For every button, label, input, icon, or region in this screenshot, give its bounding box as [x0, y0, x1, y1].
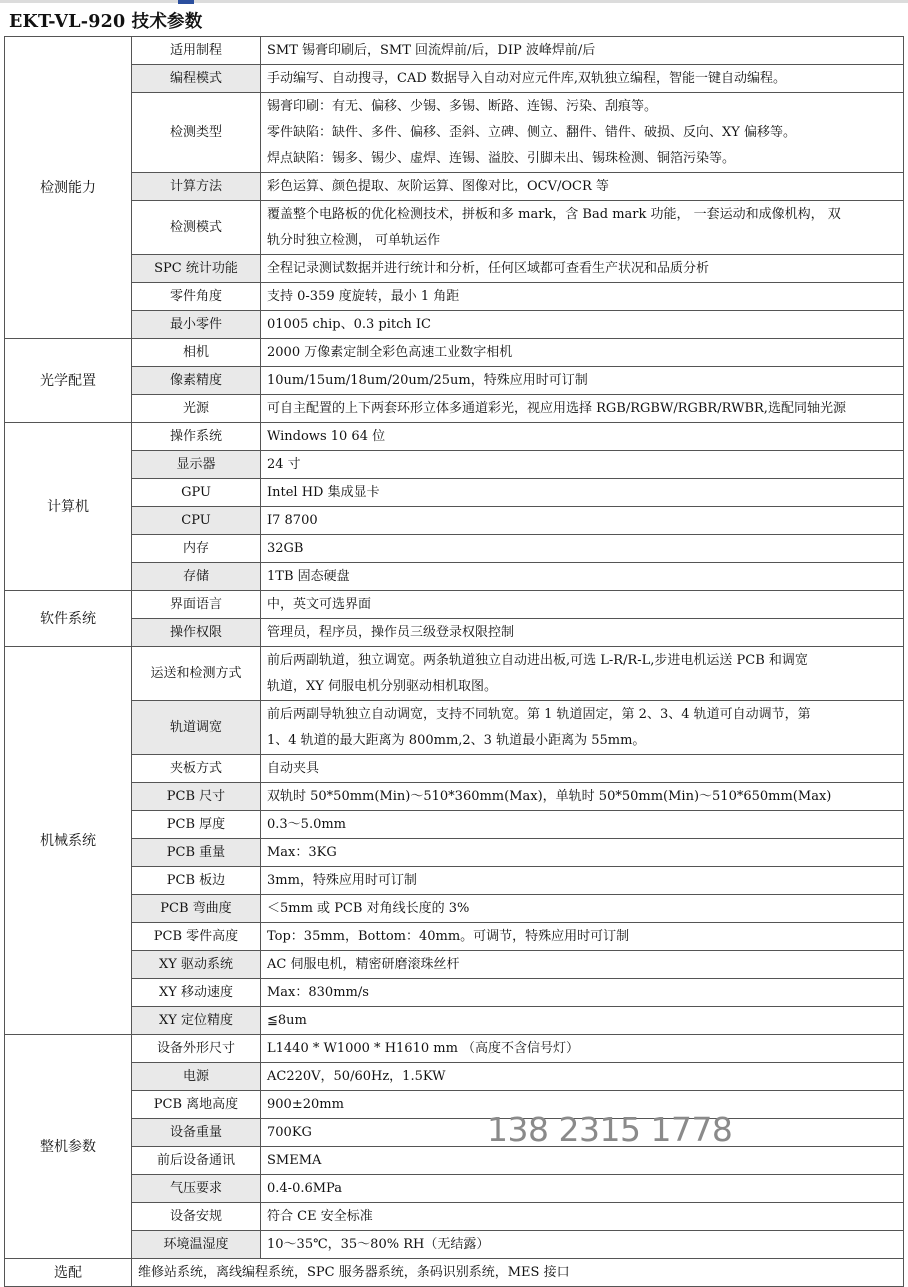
param-label: CPU — [132, 507, 261, 535]
param-label: PCB 零件高度 — [132, 923, 261, 951]
spec-row — [5, 1175, 904, 1203]
group-label: 整机参数 — [5, 1035, 132, 1259]
top-rule — [0, 0, 908, 3]
group-label: 检测能力 — [5, 37, 132, 339]
param-value — [261, 951, 904, 979]
param-label: PCB 弯曲度 — [132, 895, 261, 923]
param-label: 操作系统 — [132, 423, 261, 451]
param-value-line: 32GB — [267, 540, 304, 556]
param-label: 显示器 — [132, 451, 261, 479]
param-value — [261, 1147, 904, 1175]
param-label: 内存 — [132, 535, 261, 563]
param-value-line: 10um/15um/18um/20um/25um，特殊应用时可订制 — [267, 372, 588, 388]
param-label: PCB 板边 — [132, 867, 261, 895]
param-value-line: 自动夹具 — [267, 760, 320, 776]
param-value — [261, 507, 904, 535]
param-value — [261, 811, 904, 839]
spec-row — [5, 755, 904, 783]
spec-row — [5, 979, 904, 1007]
param-label: 环境温湿度 — [132, 1231, 261, 1259]
param-value — [261, 201, 904, 255]
param-value-line: 零件缺陷：缺件、多件、偏移、歪斜、立碑、侧立、翻件、错件、破损、反向、XY 偏移等。 — [267, 124, 796, 140]
spec-row — [5, 1035, 904, 1063]
param-value — [261, 1007, 904, 1035]
param-value-line: 1TB 固态硬盘 — [267, 568, 350, 584]
param-label: XY 驱动系统 — [132, 951, 261, 979]
spec-row — [5, 619, 904, 647]
spec-row — [5, 283, 904, 311]
spec-row — [5, 451, 904, 479]
param-value — [261, 93, 904, 173]
param-value-line: Max：830mm/s — [267, 984, 369, 1000]
param-value-line: 双轨时 50*50mm(Min)～510*360mm(Max)，单轨时 50*50mm(Min)～510*650mm(Max) — [267, 788, 832, 804]
param-value — [261, 423, 904, 451]
param-label: 计算方法 — [132, 173, 261, 201]
param-label: 轨道调宽 — [132, 701, 261, 755]
param-value-line: 中，英文可选界面 — [267, 596, 372, 612]
param-value — [261, 839, 904, 867]
param-label: 电源 — [132, 1063, 261, 1091]
param-label: GPU — [132, 479, 261, 507]
param-value-line: 900±20mm — [267, 1096, 344, 1112]
param-label: 检测模式 — [132, 201, 261, 255]
top-band — [0, 0, 908, 6]
spec-row — [5, 173, 904, 201]
spec-row — [5, 93, 904, 173]
param-value — [261, 979, 904, 1007]
spec-row — [5, 839, 904, 867]
param-value-line: 可自主配置的上下两套环形立体多通道彩光，视应用选择 RGB/RGBW/RGBR/RWBR,选配同轴光源 — [267, 400, 846, 416]
param-label: PCB 离地高度 — [132, 1091, 261, 1119]
group-label: 软件系统 — [5, 591, 132, 647]
param-value-line: 全程记录测试数据并进行统计和分析，任何区域都可查看生产状况和品质分析 — [267, 260, 710, 276]
param-value-line: L1440 * W1000 * H1610 mm （高度不含信号灯） — [267, 1040, 580, 1056]
spec-table-body — [5, 37, 904, 1287]
param-value — [261, 479, 904, 507]
spec-row — [5, 923, 904, 951]
param-value — [261, 619, 904, 647]
param-value-line: ≦8um — [267, 1012, 307, 1028]
param-value-line: 24 寸 — [267, 456, 301, 472]
param-label: 设备安规 — [132, 1203, 261, 1231]
param-label: 界面语言 — [132, 591, 261, 619]
param-value — [261, 367, 904, 395]
spec-row — [5, 1007, 904, 1035]
spec-row — [5, 783, 904, 811]
spec-row — [5, 201, 904, 255]
param-label: 前后设备通讯 — [132, 1147, 261, 1175]
param-value-line: 锡膏印刷：有无、偏移、少锡、多锡、断路、连锡、污染、刮痕等。 — [267, 98, 658, 114]
param-label: 最小零件 — [132, 311, 261, 339]
spec-row — [5, 1063, 904, 1091]
spec-row — [5, 591, 904, 619]
param-value-line: 0.4-0.6MPa — [267, 1180, 342, 1196]
spec-row — [5, 311, 904, 339]
optional-row — [5, 1259, 904, 1287]
param-value-line: 01005 chip、0.3 pitch IC — [267, 316, 431, 332]
param-value — [261, 563, 904, 591]
spec-row — [5, 647, 904, 701]
phone-watermark: 138 2315 1778 — [487, 1110, 733, 1149]
param-value-line: 0.3～5.0mm — [267, 816, 347, 832]
param-value-line: 管理员，程序员，操作员三级登录权限控制 — [267, 624, 515, 640]
spec-row — [5, 1203, 904, 1231]
param-value-line: Top：35mm，Bottom：40mm。可调节，特殊应用时可订制 — [267, 928, 630, 944]
top-accent-mark — [178, 0, 194, 4]
spec-row — [5, 395, 904, 423]
param-value — [261, 1231, 904, 1259]
param-label: PCB 厚度 — [132, 811, 261, 839]
param-label: 运送和检测方式 — [132, 647, 261, 701]
param-value-line: 符合 CE 安全标准 — [267, 1208, 373, 1224]
param-value — [261, 591, 904, 619]
param-value — [261, 1175, 904, 1203]
param-value-line: 手动编写、自动搜寻，CAD 数据导入自动对应元件库,双轨独立编程，智能一键自动编程。 — [267, 70, 787, 86]
param-value-line: Max：3KG — [267, 844, 337, 860]
optional-value: 维修站系统，离线编程系统，SPC 服务器系统，条码识别系统，MES 接口 — [132, 1259, 904, 1287]
param-value — [261, 395, 904, 423]
param-label: 检测类型 — [132, 93, 261, 173]
spec-row — [5, 65, 904, 93]
param-value-line: SMEMA — [267, 1152, 322, 1168]
param-value-line: AC 伺服电机，精密研磨滚珠丝杆 — [267, 956, 460, 972]
param-value — [261, 1203, 904, 1231]
param-label: XY 移动速度 — [132, 979, 261, 1007]
param-value — [261, 255, 904, 283]
param-label: PCB 重量 — [132, 839, 261, 867]
param-value-line: 彩色运算、颜色提取、灰阶运算、图像对比，OCV/OCR 等 — [267, 178, 609, 194]
param-value — [261, 1063, 904, 1091]
param-value-line: AC220V，50/60Hz，1.5KW — [267, 1068, 446, 1084]
param-label: 零件角度 — [132, 283, 261, 311]
param-label: PCB 尺寸 — [132, 783, 261, 811]
param-label: 设备外形尺寸 — [132, 1035, 261, 1063]
spec-row — [5, 1147, 904, 1175]
spec-row — [5, 1091, 904, 1119]
param-value — [261, 37, 904, 65]
param-value — [261, 311, 904, 339]
param-value — [261, 339, 904, 367]
group-label: 机械系统 — [5, 647, 132, 1035]
param-value — [261, 783, 904, 811]
param-value — [261, 867, 904, 895]
spec-row — [5, 479, 904, 507]
param-label: XY 定位精度 — [132, 1007, 261, 1035]
param-value-line: 3mm，特殊应用时可订制 — [267, 872, 417, 888]
param-value-line: 前后两副轨道，独立调宽。两条轨道独立自动进出板,可选 L-R/R-L,步进电机运送 PCB 和调宽 — [267, 652, 808, 668]
param-label: 适用制程 — [132, 37, 261, 65]
param-label: 操作权限 — [132, 619, 261, 647]
param-value — [261, 65, 904, 93]
param-value — [261, 451, 904, 479]
param-value — [261, 535, 904, 563]
spec-row — [5, 895, 904, 923]
param-label: 夹板方式 — [132, 755, 261, 783]
optional-label: 选配 — [5, 1259, 132, 1287]
spec-row — [5, 255, 904, 283]
param-value-line: Windows 10 64 位 — [267, 428, 386, 444]
spec-row — [5, 867, 904, 895]
param-value-line: 轨道，XY 伺服电机分别驱动相机取图。 — [267, 678, 497, 694]
param-value — [261, 173, 904, 201]
param-value — [261, 701, 904, 755]
param-value — [261, 923, 904, 951]
spec-row — [5, 535, 904, 563]
spec-row — [5, 1119, 904, 1147]
param-value-line: SMT 锡膏印刷后，SMT 回流焊前/后，DIP 波峰焊前/后 — [267, 42, 596, 58]
param-label: 编程模式 — [132, 65, 261, 93]
spec-row — [5, 367, 904, 395]
param-value — [261, 647, 904, 701]
spec-row — [5, 563, 904, 591]
param-value-line: 前后两副导轨独立自动调宽，支持不同轨宽。第 1 轨道固定，第 2、3、4 轨道可自动调节，第 — [267, 706, 811, 722]
param-value-line: I7 8700 — [267, 512, 318, 528]
spec-row — [5, 507, 904, 535]
param-value-line: 700KG — [267, 1124, 312, 1140]
param-label: SPC 统计功能 — [132, 255, 261, 283]
spec-row — [5, 37, 904, 65]
spec-table — [4, 36, 904, 1287]
param-value — [261, 1035, 904, 1063]
param-value — [261, 283, 904, 311]
spec-row — [5, 811, 904, 839]
param-label: 气压要求 — [132, 1175, 261, 1203]
param-label: 存储 — [132, 563, 261, 591]
param-value-line: 覆盖整个电路板的优化检测技术，拼板和多 mark，含 Bad mark 功能， 一套运动和成像机构， 双 — [267, 206, 841, 222]
param-value-line: 10～35℃，35～80% RH（无结露） — [267, 1236, 490, 1252]
spec-row — [5, 701, 904, 755]
document-title: EKT-VL-920 技术参数 — [9, 12, 203, 32]
param-label: 像素精度 — [132, 367, 261, 395]
group-label: 计算机 — [5, 423, 132, 591]
param-label: 光源 — [132, 395, 261, 423]
param-value-line: Intel HD 集成显卡 — [267, 484, 380, 500]
spec-row — [5, 339, 904, 367]
spec-row — [5, 951, 904, 979]
param-value — [261, 755, 904, 783]
param-label: 设备重量 — [132, 1119, 261, 1147]
param-value-line: 2000 万像素定制全彩色高速工业数字相机 — [267, 344, 513, 360]
spec-row — [5, 1231, 904, 1259]
param-value-line: ＜5mm 或 PCB 对角线长度的 3% — [267, 900, 470, 916]
group-label: 光学配置 — [5, 339, 132, 423]
param-value-line: 支持 0-359 度旋转，最小 1 角距 — [267, 288, 460, 304]
param-value-line: 1、4 轨道的最大距离为 800mm,2、3 轨道最小距离为 55mm。 — [267, 732, 646, 748]
param-value-line: 轨分时独立检测， 可单轨运作 — [267, 232, 441, 248]
param-label: 相机 — [132, 339, 261, 367]
param-value — [261, 895, 904, 923]
param-value-line: 焊点缺陷：锡多、锡少、虚焊、连锡、溢胶、引脚未出、锡珠检测、铜箔污染等。 — [267, 150, 736, 166]
spec-row — [5, 423, 904, 451]
